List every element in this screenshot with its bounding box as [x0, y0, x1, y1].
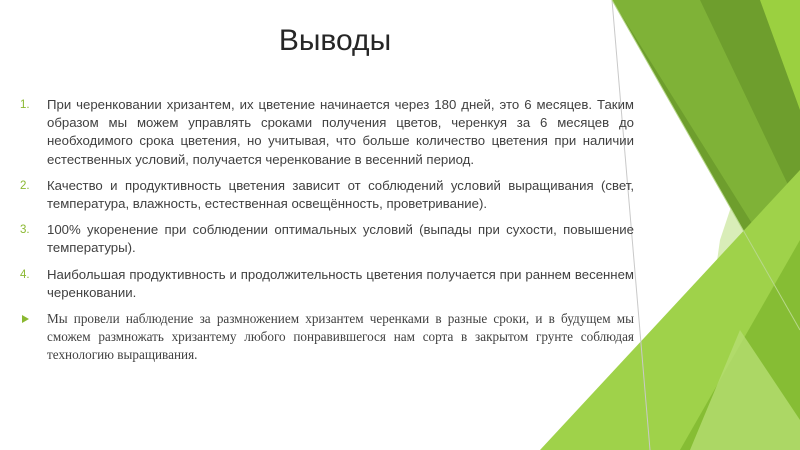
list-item	[20, 221, 634, 257]
list-item-text: 100% укоренение при соблюдении оптимальных условий (выпады при сухости, повышение температуры).	[47, 222, 634, 256]
list-item	[20, 96, 634, 169]
list-item	[20, 310, 634, 365]
list-item	[20, 266, 634, 302]
list-number: 1.	[20, 99, 30, 111]
list-item-text: Мы провели наблюдение за размножением хризантем черенками в разные сроки, и в будущем мы сможем размножать хризантему любого понравившегося нам сорта в закрытом грунте соблюдая технологию выращивания.	[47, 311, 634, 363]
list-number: 4.	[20, 268, 30, 281]
list-number: 2.	[20, 179, 30, 192]
list-item-text: Наибольшая продуктивность и продолжительность цветения получается при раннем весеннем черенковании.	[47, 266, 634, 300]
conclusions-list	[20, 96, 634, 373]
list-item	[20, 177, 634, 213]
list-number: 3.	[20, 224, 30, 237]
arrow-bullet-icon	[22, 315, 29, 323]
list-item-text: Качество и продуктивность цветения зависит от соблюдений условий выращивания (свет, температура, влажность, естественная освещённость, проветривание).	[47, 177, 634, 212]
list-item-text: При черенковании хризантем, их цветение начинается через 180 дней, это 6 месяцев. Таким образом мы можем управлять сроками получения цветов, черенкуя за 6 месяцев до необходимого срока цветения, но учитывая, что больше количество цветения при наличии естественных условий, получается черенкование в весенний период.	[47, 97, 634, 167]
slide-title: Выводы	[278, 24, 392, 57]
